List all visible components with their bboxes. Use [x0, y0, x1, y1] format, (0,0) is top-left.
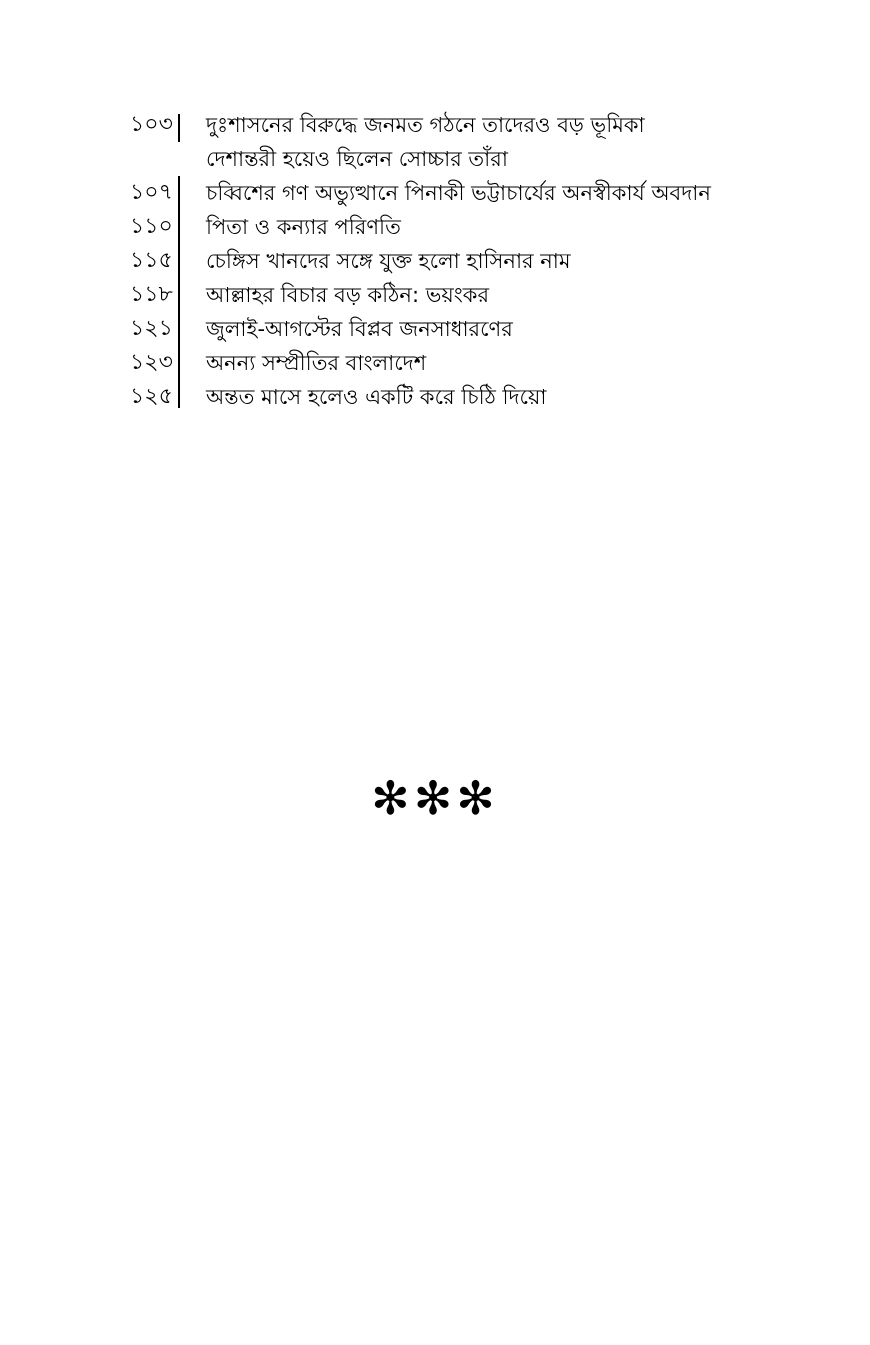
toc-divider	[178, 210, 180, 244]
toc-page-number: ১১০	[130, 214, 173, 239]
toc-entry	[120, 312, 820, 346]
toc-page-number: ১০৭	[130, 180, 173, 205]
toc-page-number: ১২৫	[130, 384, 173, 409]
toc-entry-title: চেঙ্গিস খানদের সঙ্গে যুক্ত হলো হাসিনার নাম	[206, 249, 571, 273]
toc-divider	[178, 244, 180, 278]
toc-entry-title: অনন্য সম্প্রীতির বাংলাদেশ	[206, 351, 427, 375]
toc-page-number: ১০৩	[130, 112, 173, 137]
toc-page-number: ১২১	[130, 316, 173, 341]
toc-entry	[120, 108, 820, 142]
toc-entry-title: জুলাই-আগস্টের বিপ্লব জনসাধারণের	[206, 317, 513, 341]
section-end-ornament: ✻✻✻	[371, 771, 499, 825]
toc-entry-title: পিতা ও কন্যার পরিণতি	[206, 215, 401, 239]
toc-page-number: ১১৫	[130, 248, 173, 273]
toc-entry	[120, 244, 820, 278]
toc-entry	[120, 210, 820, 244]
toc-divider	[178, 114, 180, 142]
toc-page-number: ১১৮	[130, 282, 173, 307]
toc-entry-title: চব্বিশের গণ অভ্যুত্থানে পিনাকী ভট্টাচার্যের অনস্বীকার্য অবদান	[206, 181, 711, 205]
table-of-contents	[120, 108, 820, 414]
toc-entry-title: অন্তত মাসে হলেও একটি করে চিঠি দিয়ো	[206, 385, 547, 409]
toc-divider	[178, 380, 180, 408]
toc-entry	[120, 278, 820, 312]
toc-entry-title: দেশান্তরী হয়েও ছিলেন সোচ্চার তাঁরা	[206, 147, 508, 171]
toc-entry-title: আল্লাহর বিচার বড় কঠিন: ভয়ংকর	[206, 283, 489, 307]
toc-entry	[120, 176, 820, 210]
toc-divider	[178, 278, 180, 312]
toc-divider	[178, 312, 180, 346]
toc-entry	[120, 380, 820, 414]
toc-divider	[178, 176, 180, 210]
toc-page-number: ১২৩	[130, 350, 173, 375]
toc-divider	[178, 346, 180, 380]
toc-entry	[120, 142, 820, 176]
toc-entry-title: দুঃশাসনের বিরুদ্ধে জনমত গঠনে তাদেরও বড় ভূমিকা	[206, 113, 645, 137]
toc-entry	[120, 346, 820, 380]
